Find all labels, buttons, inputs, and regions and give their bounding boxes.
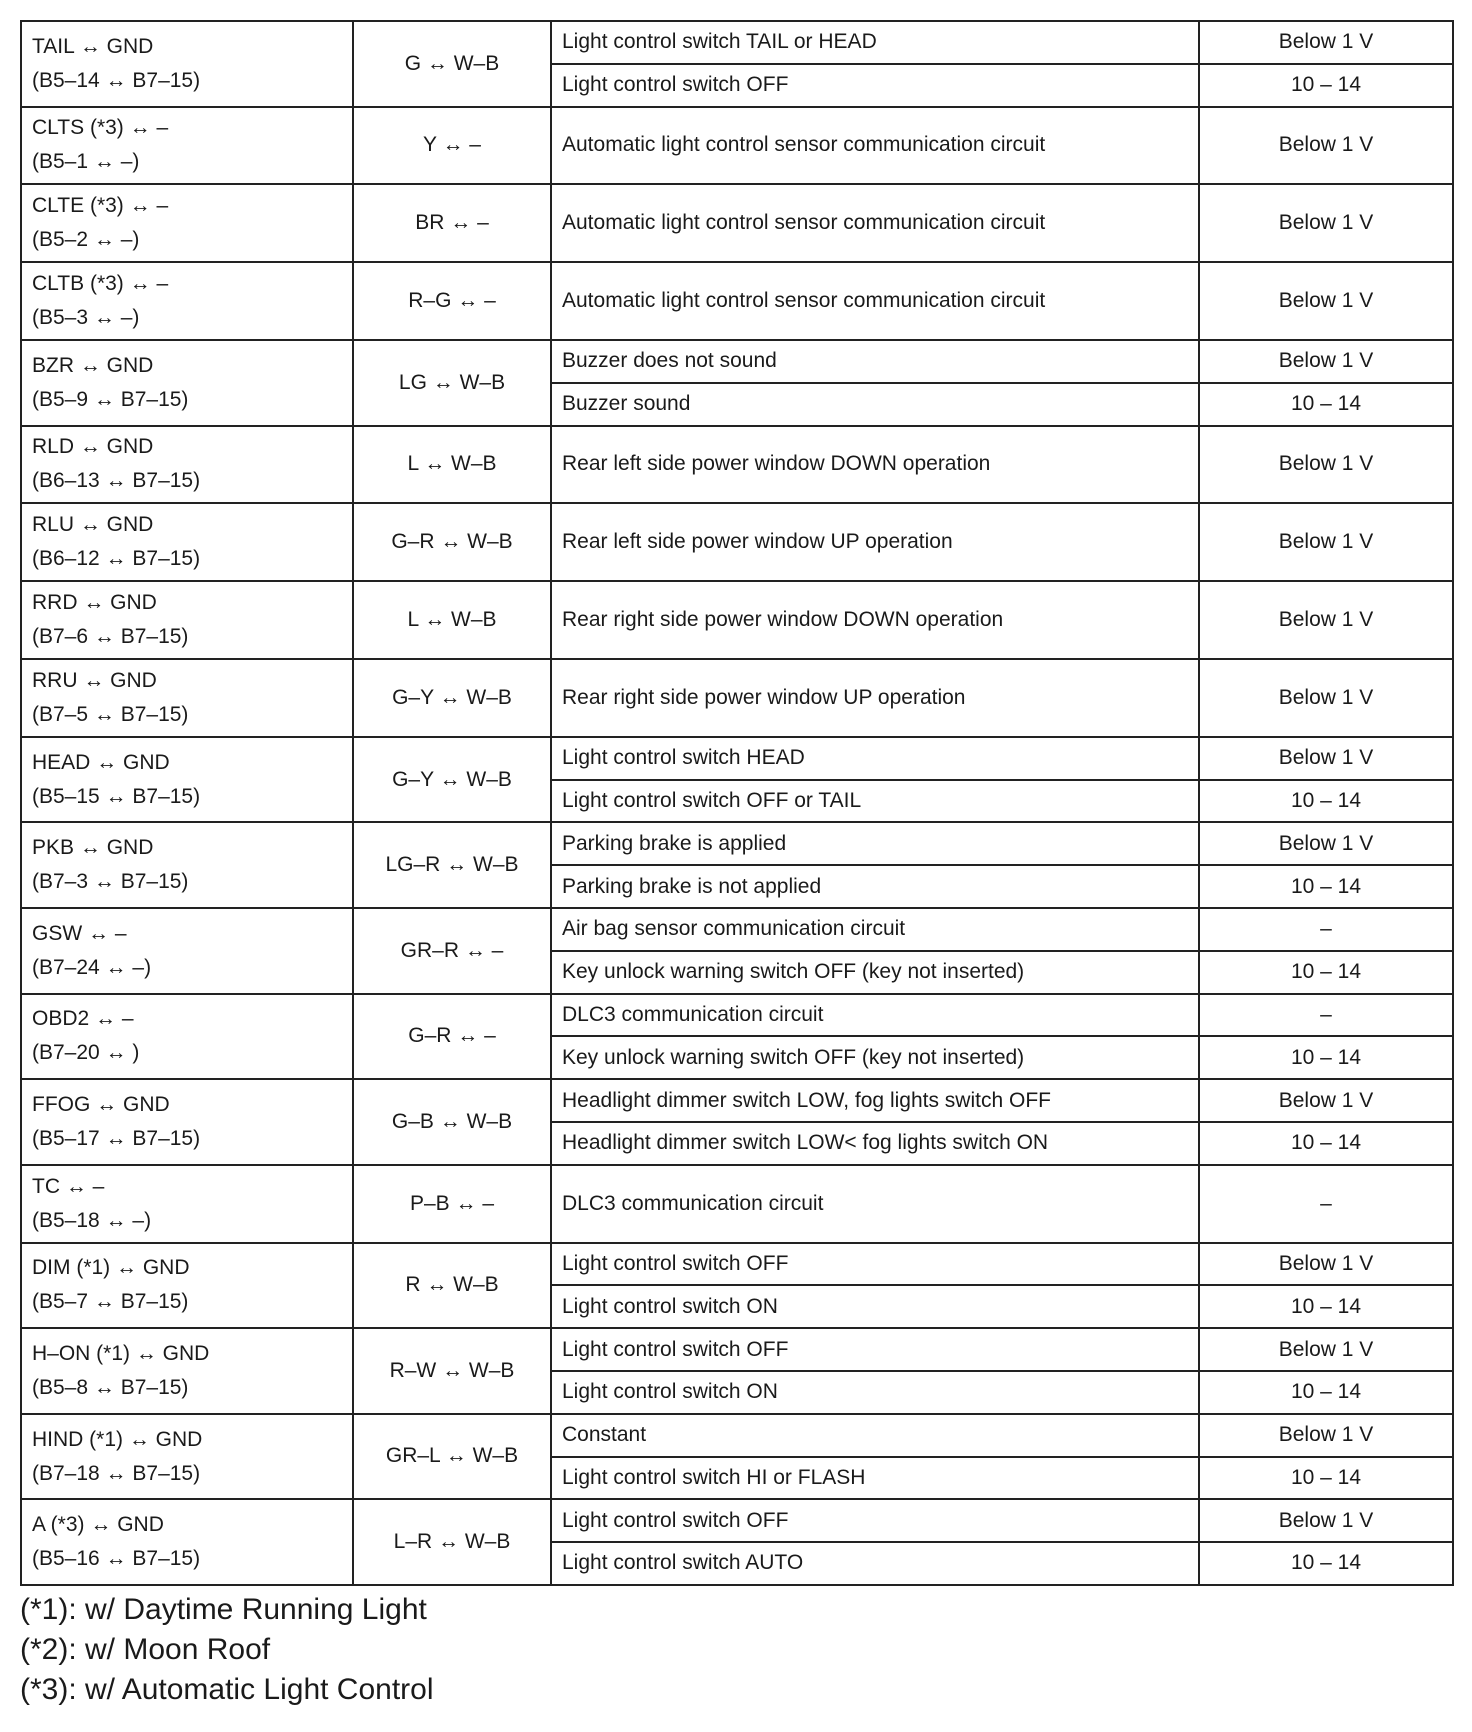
specified-condition-cell: Below 1 V bbox=[1199, 21, 1453, 64]
terminal-cell bbox=[21, 1079, 353, 1165]
specified-condition-cell: 10 – 14 bbox=[1199, 1285, 1453, 1328]
specified-condition-cell: Below 1 V bbox=[1199, 1328, 1453, 1371]
table-row bbox=[21, 1414, 1453, 1457]
terminal-name: TAIL ↔ GND bbox=[32, 34, 154, 58]
terminal-cell bbox=[21, 822, 353, 908]
condition-cell: Light control switch AUTO bbox=[551, 1542, 1199, 1585]
specified-condition-cell: 10 – 14 bbox=[1199, 780, 1453, 823]
table-row bbox=[21, 21, 1453, 64]
condition-cell: Light control switch TAIL or HEAD bbox=[551, 21, 1199, 64]
document-page bbox=[20, 20, 1452, 1710]
terminal-cell bbox=[21, 737, 353, 823]
footnote: (*2): w/ Moon Roof bbox=[20, 1632, 271, 1666]
terminal-spec-table bbox=[20, 20, 1454, 1586]
table-row bbox=[21, 503, 1453, 581]
terminal-name: BZR ↔ GND bbox=[32, 353, 154, 377]
specified-condition-cell: 10 – 14 bbox=[1199, 1122, 1453, 1165]
terminal-pin: (B7–6 ↔ B7–15) bbox=[32, 625, 189, 649]
condition-cell: Rear right side power window DOWN operation bbox=[551, 581, 1199, 659]
condition-cell: DLC3 communication circuit bbox=[551, 1165, 1199, 1243]
terminal-name: OBD2 ↔ – bbox=[32, 1007, 134, 1031]
condition-cell: Key unlock warning switch OFF (key not inserted) bbox=[551, 951, 1199, 994]
condition-cell: Headlight dimmer switch LOW, fog lights switch OFF bbox=[551, 1079, 1199, 1122]
terminal-cell bbox=[21, 262, 353, 340]
specified-condition-cell: Below 1 V bbox=[1199, 184, 1453, 262]
table-body bbox=[21, 21, 1453, 1585]
footnote: (*3): w/ Automatic Light Control bbox=[20, 1672, 434, 1706]
specified-condition-cell: Below 1 V bbox=[1199, 107, 1453, 185]
condition-cell: Rear right side power window UP operation bbox=[551, 659, 1199, 737]
table-row bbox=[21, 262, 1453, 340]
terminal-name: TC ↔ – bbox=[32, 1174, 105, 1198]
terminal-name: RRD ↔ GND bbox=[32, 591, 157, 615]
specified-condition-cell: – bbox=[1199, 908, 1453, 951]
terminal-cell bbox=[21, 1414, 353, 1500]
terminal-name: CLTS (*3) ↔ – bbox=[32, 116, 169, 140]
footnotes bbox=[20, 1590, 1452, 1710]
wire-color-cell: G–B ↔ W–B bbox=[353, 1079, 551, 1165]
wire-color-cell: G ↔ W–B bbox=[353, 21, 551, 107]
table-row bbox=[21, 426, 1453, 504]
terminal-cell bbox=[21, 426, 353, 504]
wire-color-cell: R ↔ W–B bbox=[353, 1243, 551, 1329]
specified-condition-cell: Below 1 V bbox=[1199, 581, 1453, 659]
terminal-pin: (B5–17 ↔ B7–15) bbox=[32, 1126, 201, 1150]
wire-color-cell: GR–L ↔ W–B bbox=[353, 1414, 551, 1500]
terminal-cell bbox=[21, 503, 353, 581]
table-row bbox=[21, 737, 1453, 780]
terminal-cell bbox=[21, 659, 353, 737]
wire-color-cell: BR ↔ – bbox=[353, 184, 551, 262]
condition-cell: Buzzer does not sound bbox=[551, 340, 1199, 383]
terminal-name: FFOG ↔ GND bbox=[32, 1092, 170, 1116]
terminal-cell bbox=[21, 994, 353, 1080]
specified-condition-cell: 10 – 14 bbox=[1199, 865, 1453, 908]
terminal-pin: (B6–13 ↔ B7–15) bbox=[32, 469, 201, 493]
terminal-name: CLTE (*3) ↔ – bbox=[32, 194, 169, 218]
specified-condition-cell: Below 1 V bbox=[1199, 1079, 1453, 1122]
terminal-cell bbox=[21, 340, 353, 426]
terminal-cell bbox=[21, 1243, 353, 1329]
condition-cell: Buzzer sound bbox=[551, 383, 1199, 426]
specified-condition-cell: 10 – 14 bbox=[1199, 64, 1453, 107]
table-row bbox=[21, 1165, 1453, 1243]
wire-color-cell: LG–R ↔ W–B bbox=[353, 822, 551, 908]
condition-cell: Air bag sensor communication circuit bbox=[551, 908, 1199, 951]
table-row bbox=[21, 184, 1453, 262]
condition-cell: Headlight dimmer switch LOW< fog lights switch ON bbox=[551, 1122, 1199, 1165]
specified-condition-cell: Below 1 V bbox=[1199, 659, 1453, 737]
terminal-name: H–ON (*1) ↔ GND bbox=[32, 1341, 210, 1365]
terminal-cell bbox=[21, 184, 353, 262]
wire-color-cell: Y ↔ – bbox=[353, 107, 551, 185]
specified-condition-cell: Below 1 V bbox=[1199, 822, 1453, 865]
condition-cell: Constant bbox=[551, 1414, 1199, 1457]
terminal-pin: (B5–3 ↔ –) bbox=[32, 306, 140, 330]
wire-color-cell: R–W ↔ W–B bbox=[353, 1328, 551, 1414]
specified-condition-cell: 10 – 14 bbox=[1199, 383, 1453, 426]
terminal-pin: (B5–14 ↔ B7–15) bbox=[32, 68, 201, 92]
terminal-pin: (B7–3 ↔ B7–15) bbox=[32, 870, 189, 894]
terminal-name: PKB ↔ GND bbox=[32, 836, 154, 860]
terminal-pin: (B7–18 ↔ B7–15) bbox=[32, 1461, 201, 1485]
condition-cell: Automatic light control sensor communication circuit bbox=[551, 262, 1199, 340]
terminal-pin: (B5–15 ↔ B7–15) bbox=[32, 784, 201, 808]
terminal-cell bbox=[21, 908, 353, 994]
terminal-pin: (B5–18 ↔ –) bbox=[32, 1208, 152, 1232]
table-row bbox=[21, 659, 1453, 737]
wire-color-cell: G–Y ↔ W–B bbox=[353, 659, 551, 737]
specified-condition-cell: Below 1 V bbox=[1199, 340, 1453, 383]
specified-condition-cell: – bbox=[1199, 994, 1453, 1037]
terminal-name: RLU ↔ GND bbox=[32, 513, 154, 537]
wire-color-cell: G–R ↔ – bbox=[353, 994, 551, 1080]
terminal-cell bbox=[21, 581, 353, 659]
condition-cell: Key unlock warning switch OFF (key not inserted) bbox=[551, 1036, 1199, 1079]
specified-condition-cell: Below 1 V bbox=[1199, 503, 1453, 581]
condition-cell: Parking brake is applied bbox=[551, 822, 1199, 865]
specified-condition-cell: Below 1 V bbox=[1199, 426, 1453, 504]
terminal-pin: (B7–24 ↔ –) bbox=[32, 955, 152, 979]
terminal-cell bbox=[21, 1499, 353, 1585]
specified-condition-cell: Below 1 V bbox=[1199, 262, 1453, 340]
condition-cell: Light control switch HEAD bbox=[551, 737, 1199, 780]
specified-condition-cell: 10 – 14 bbox=[1199, 951, 1453, 994]
specified-condition-cell: Below 1 V bbox=[1199, 737, 1453, 780]
terminal-name: RRU ↔ GND bbox=[32, 668, 157, 692]
table-row bbox=[21, 908, 1453, 951]
condition-cell: Light control switch OFF bbox=[551, 64, 1199, 107]
wire-color-cell: G–R ↔ W–B bbox=[353, 503, 551, 581]
specified-condition-cell: 10 – 14 bbox=[1199, 1036, 1453, 1079]
condition-cell: Light control switch OFF bbox=[551, 1499, 1199, 1542]
terminal-name: DIM (*1) ↔ GND bbox=[32, 1256, 190, 1280]
terminal-pin: (B5–7 ↔ B7–15) bbox=[32, 1290, 189, 1314]
condition-cell: Parking brake is not applied bbox=[551, 865, 1199, 908]
wire-color-cell: L–R ↔ W–B bbox=[353, 1499, 551, 1585]
condition-cell: DLC3 communication circuit bbox=[551, 994, 1199, 1037]
terminal-pin: (B7–5 ↔ B7–15) bbox=[32, 702, 189, 726]
wire-color-cell: L ↔ W–B bbox=[353, 426, 551, 504]
table-row bbox=[21, 1499, 1453, 1542]
specified-condition-cell: 10 – 14 bbox=[1199, 1457, 1453, 1500]
table-row bbox=[21, 1079, 1453, 1122]
terminal-name: HIND (*1) ↔ GND bbox=[32, 1427, 203, 1451]
wire-color-cell: R–G ↔ – bbox=[353, 262, 551, 340]
wire-color-cell: L ↔ W–B bbox=[353, 581, 551, 659]
terminal-pin: (B5–9 ↔ B7–15) bbox=[32, 387, 189, 411]
table-row bbox=[21, 581, 1453, 659]
table-row bbox=[21, 1328, 1453, 1371]
specified-condition-cell: Below 1 V bbox=[1199, 1414, 1453, 1457]
terminal-name: A (*3) ↔ GND bbox=[32, 1513, 164, 1537]
terminal-pin: (B5–2 ↔ –) bbox=[32, 228, 140, 252]
terminal-name: CLTB (*3) ↔ – bbox=[32, 272, 169, 296]
wire-color-cell: GR–R ↔ – bbox=[353, 908, 551, 994]
specified-condition-cell: Below 1 V bbox=[1199, 1243, 1453, 1286]
terminal-cell bbox=[21, 1165, 353, 1243]
terminal-name: HEAD ↔ GND bbox=[32, 750, 170, 774]
condition-cell: Light control switch ON bbox=[551, 1371, 1199, 1414]
specified-condition-cell: – bbox=[1199, 1165, 1453, 1243]
wire-color-cell: LG ↔ W–B bbox=[353, 340, 551, 426]
terminal-pin: (B5–16 ↔ B7–15) bbox=[32, 1547, 201, 1571]
table-row bbox=[21, 107, 1453, 185]
terminal-name: GSW ↔ – bbox=[32, 921, 127, 945]
wire-color-cell: P–B ↔ – bbox=[353, 1165, 551, 1243]
terminal-name: RLD ↔ GND bbox=[32, 435, 154, 459]
specified-condition-cell: 10 – 14 bbox=[1199, 1542, 1453, 1585]
condition-cell: Light control switch HI or FLASH bbox=[551, 1457, 1199, 1500]
terminal-cell bbox=[21, 1328, 353, 1414]
wire-color-cell: G–Y ↔ W–B bbox=[353, 737, 551, 823]
table-row bbox=[21, 340, 1453, 383]
table-row bbox=[21, 994, 1453, 1037]
condition-cell: Light control switch OFF bbox=[551, 1243, 1199, 1286]
condition-cell: Automatic light control sensor communication circuit bbox=[551, 107, 1199, 185]
specified-condition-cell: Below 1 V bbox=[1199, 1499, 1453, 1542]
terminal-cell bbox=[21, 107, 353, 185]
condition-cell: Rear left side power window UP operation bbox=[551, 503, 1199, 581]
terminal-pin: (B5–1 ↔ –) bbox=[32, 150, 140, 174]
terminal-pin: (B5–8 ↔ B7–15) bbox=[32, 1375, 189, 1399]
table-row bbox=[21, 1243, 1453, 1286]
condition-cell: Light control switch OFF or TAIL bbox=[551, 780, 1199, 823]
specified-condition-cell: 10 – 14 bbox=[1199, 1371, 1453, 1414]
condition-cell: Rear left side power window DOWN operation bbox=[551, 426, 1199, 504]
terminal-cell bbox=[21, 21, 353, 107]
footnote: (*1): w/ Daytime Running Light bbox=[20, 1592, 427, 1626]
condition-cell: Light control switch OFF bbox=[551, 1328, 1199, 1371]
condition-cell: Light control switch ON bbox=[551, 1285, 1199, 1328]
condition-cell: Automatic light control sensor communication circuit bbox=[551, 184, 1199, 262]
table-row bbox=[21, 822, 1453, 865]
terminal-pin: (B6–12 ↔ B7–15) bbox=[32, 547, 201, 571]
terminal-pin: (B7–20 ↔ ) bbox=[32, 1041, 140, 1065]
